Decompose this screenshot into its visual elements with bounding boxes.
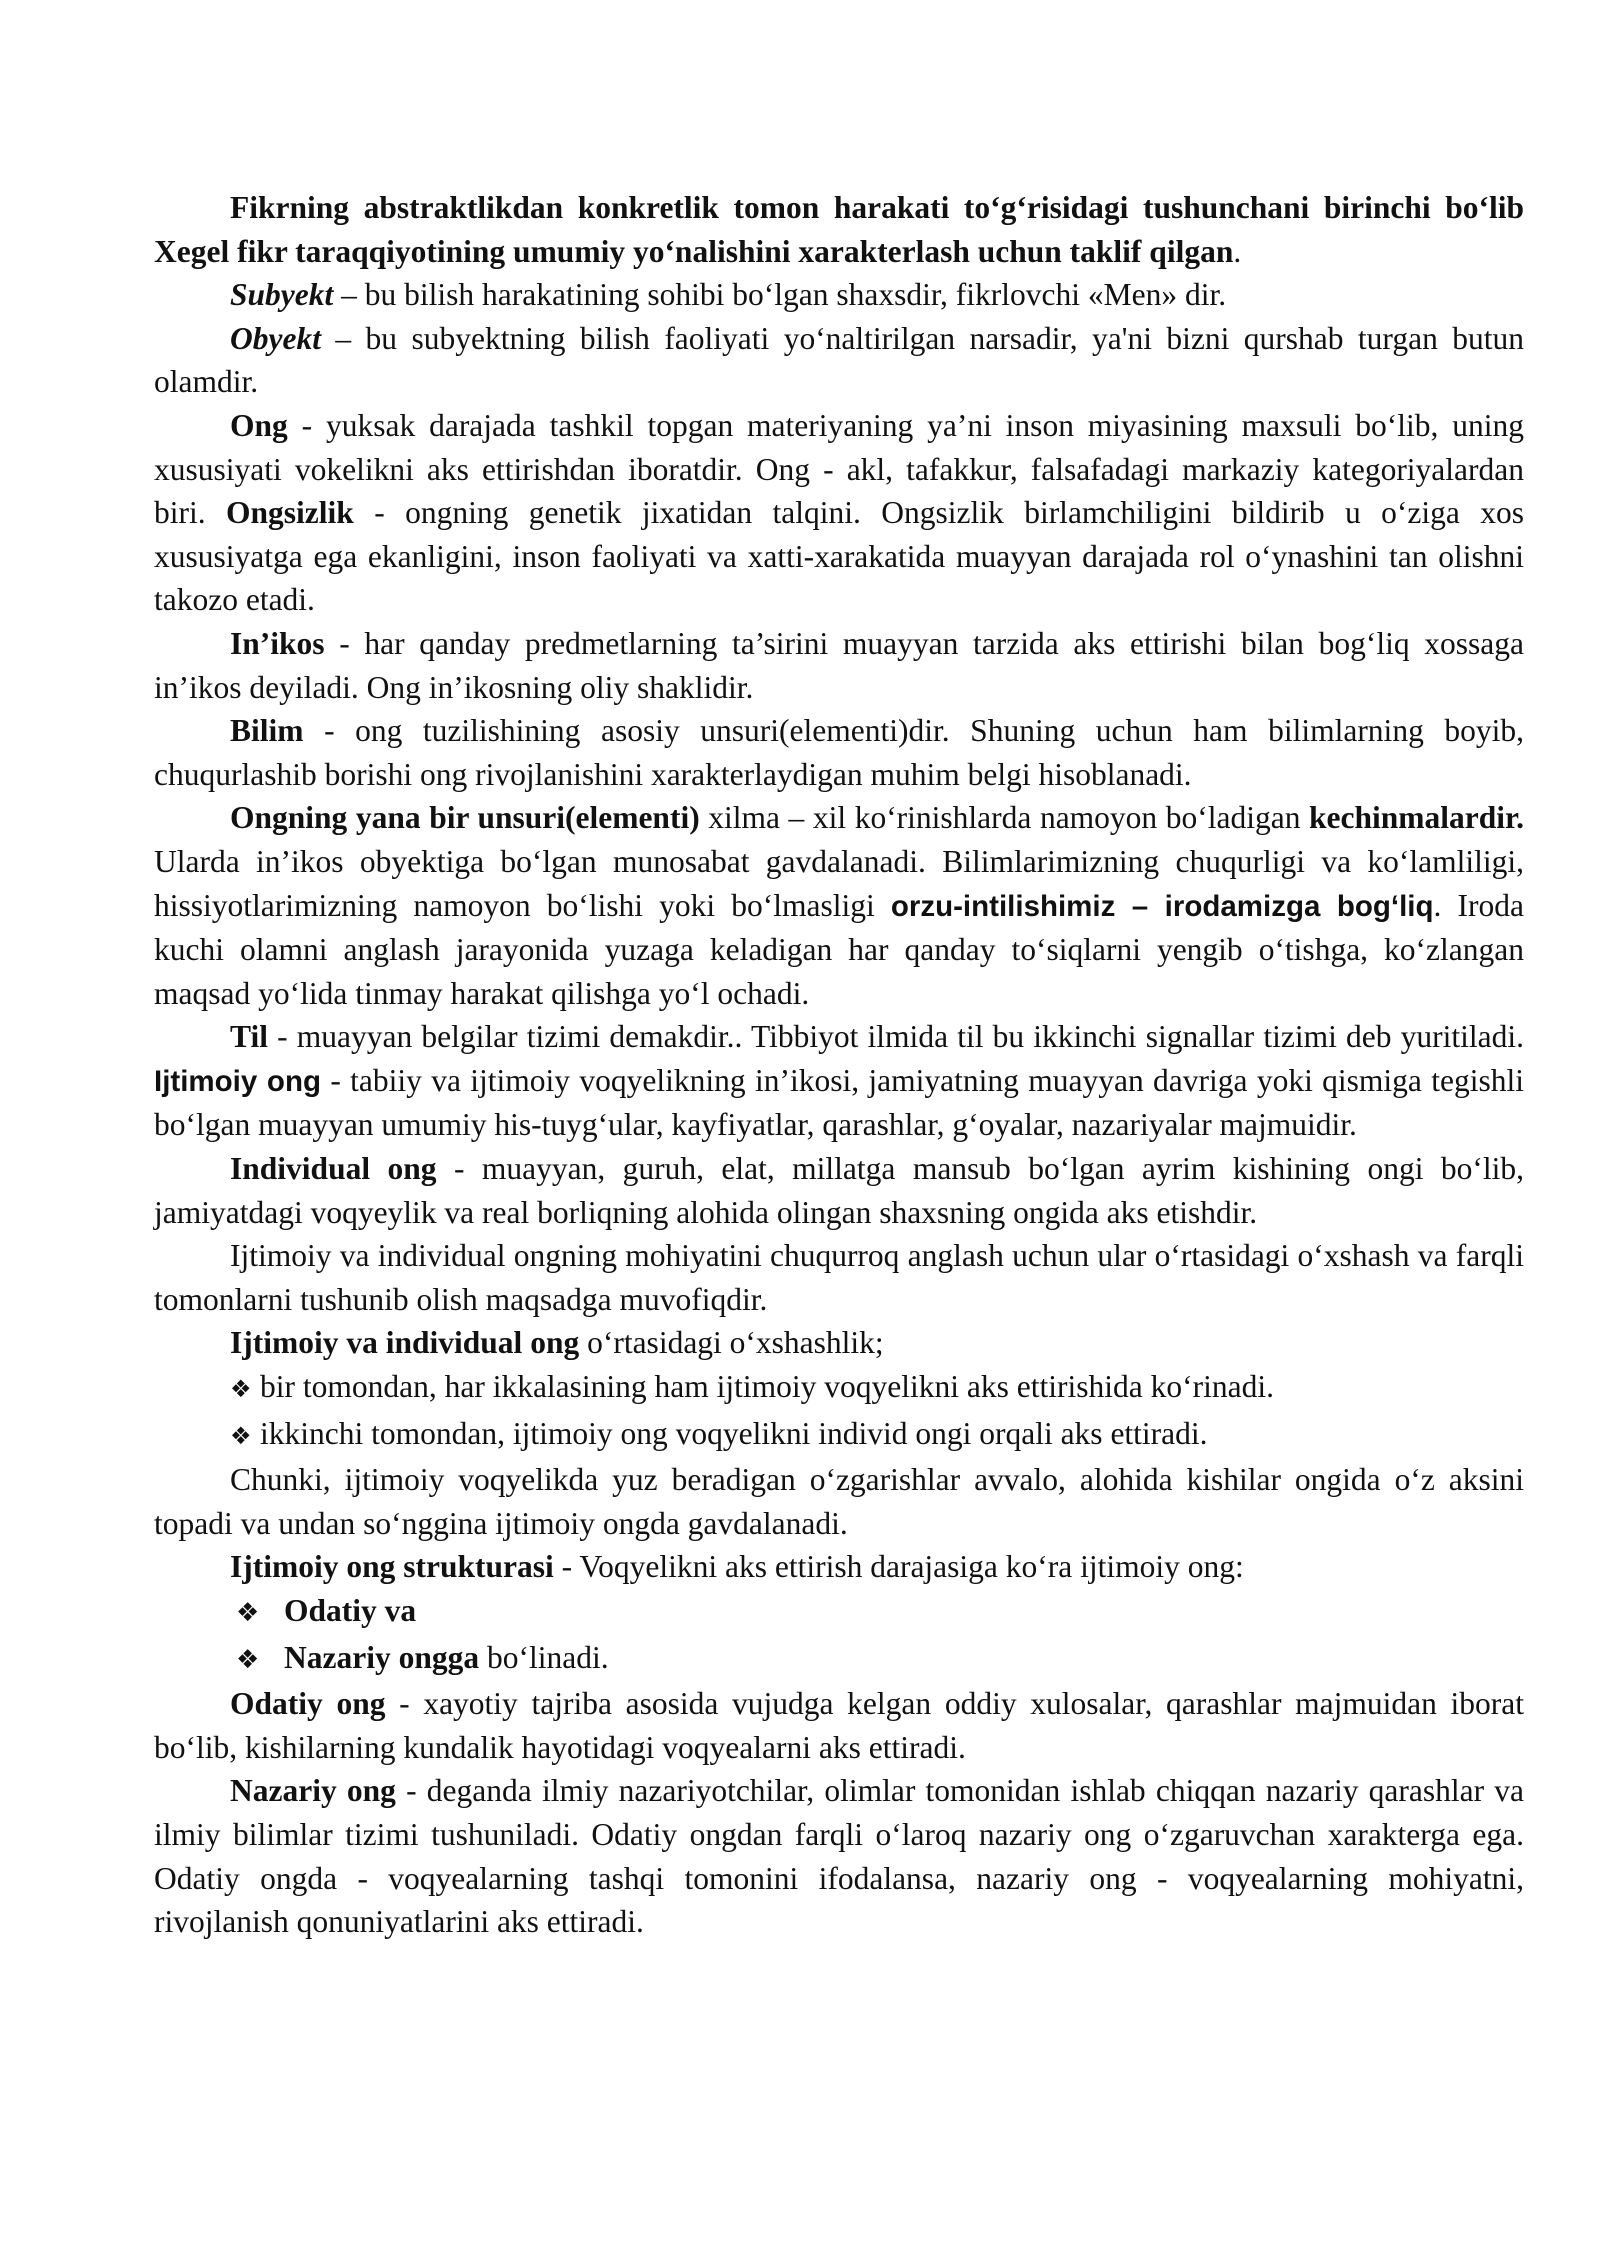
paragraph-struktura (154, 1545, 1524, 1589)
term-struktura: Ijtimoiy ong strukturasi (230, 1549, 554, 1585)
hegel-statement: Fikrning abstraktlikdan konkretlik tomon harakati to‘g‘risidagi tushunchani birinchi bo‘lib Xegel fikr taraqqiyotining umumiy yo‘nalishini xarakterlash uchun taklif qilgan (154, 190, 1524, 269)
definition-individual-ong: - muayyan, guruh, elat, millatga mansub bo‘lgan ayrim kishining ongi bo‘lib, jamiyatdagi voqyeylik va real borliqning alohida olingan shaxsning ongida aks etishdir. (154, 1151, 1524, 1230)
document-page (154, 186, 1524, 1944)
diamond-bullet-icon: ❖ (230, 1421, 252, 1450)
definition-ong: - yuksak darajada tashkil topgan materiyaning ya’ni inson miyasining maxsuli bo‘lib, uning xususiyati vokelikni aks ettirishdan iboratdir. Ong - akl, tafakkur, falsafadagi markaziy kategoriyalardan biri. (154, 407, 1524, 531)
list-item (154, 1589, 1524, 1636)
definition-obyekt: – bu subyektning bilish faoliyati yo‘naltirilgan narsadir, ya'ni bizni qurshab turgan butun olamdir. (154, 320, 1524, 400)
definition-bilim: - ong tuzilishining asosiy unsuri(elementi)dir. Shuning uchun ham bilimlarning boyib, chuqurlashib borishi ong rivojlanishini xarakterlaydigan muhim belgi hisoblanadi. (154, 713, 1524, 792)
text-mohiyat: Ijtimoiy va individual ongning mohiyatini chuqurroq anglash uchun ular o‘rtasidagi o‘xshash va farqli tomonlarni tushunib olish maqsadga muvofiqdir. (154, 1238, 1524, 1317)
definition-ongsizlik: - ongning genetik jixatidan talqini. Ongsizlik birlamchiligini bildirib u o‘ziga xos xususiyatga ega ekanligini, inson faoliyati va xatti-xarakatida muayyan darajada rol o‘ynashini tan olishni takozo etadi. (154, 495, 1524, 618)
text-unsur: xilma – xil ko‘rinishlarda namoyon bo‘ladigan (699, 800, 1310, 836)
paragraph-nazariy-ong (154, 1769, 1524, 1943)
bullet-term-4: Nazariy ongga (284, 1639, 480, 1675)
list-item (154, 1636, 1524, 1683)
definition-nazariy-ong: - deganda ilmiy nazariyotchilar, olimlar tomonidan ishlab chiqqan nazariy qarashlar va ilmiy bilimlar tizimi tushuniladi. Odatiy ongdan farqli o‘laroq nazariy ong o‘zgaruvchan xarakterga ega. Odatiy ongda - voqyealarning tashqi tomonini ifodalansa, nazariy ong - voqyealarning mohiyatni, rivojlanish qonuniyatlarini aks ettiradi. (154, 1773, 1525, 1940)
paragraph-hegel (154, 186, 1524, 273)
text-struktura: - Voqyelikni aks ettirish darajasiga ko‘ra ijtimoiy ong: (553, 1549, 1244, 1585)
list-item (154, 1412, 1524, 1459)
paragraph-obyekt (154, 317, 1524, 404)
term-ong: Ong (230, 407, 288, 443)
paragraph-ong (154, 404, 1524, 622)
term-unsur: Ongning yana bir unsuri(elementi) (230, 800, 700, 836)
definition-ijtimoiy-ong: - tabiiy va ijtimoiy voqyelikning in’ikosi, jamiyatning muayyan davriga yoki qismiga tegishli bo‘lgan muayyan umumiy his-tuyg‘ular, kayfiyatlar, qarashlar, g‘oyalar, nazariyalar majmuidir. (154, 1062, 1524, 1143)
paragraph-subyekt (154, 273, 1524, 317)
term-iroda: orzu-intilishimiz – irodamizga bog‘liq (890, 889, 1434, 923)
paragraph-bilim (154, 709, 1524, 796)
term-individual-ong: Individual ong (230, 1151, 437, 1187)
diamond-bullet-icon: ❖ (236, 1598, 260, 1628)
term-odatiy-ong: Odatiy ong (230, 1686, 386, 1722)
term-obyekt: Obyekt (230, 320, 321, 356)
paragraph-individual-ong (154, 1147, 1524, 1234)
definition-odatiy-ong: - xayotiy tajriba asosida vujudga kelgan oddiy xulosalar, qarashlar majmuidan iborat bo‘lib, kishilarning kundalik hayotidagi voqyealarni aks ettiradi. (154, 1686, 1524, 1765)
definition-til: - muayyan belgilar tizimi demakdir.. Tibbiyot ilmida til bu ikkinchi signallar tizimi deb yuritiladi. (267, 1019, 1524, 1055)
paragraph-inikos (154, 622, 1524, 709)
text-kechinmalar: Ularda in’ikos obyektiga bo‘lgan munosabat gavdalanadi. Bilimlarimizning chuqurligi va ko‘lamliligi, hissiyotlarimizning namoyon bo‘lishi yoki bo‘lmasligi (154, 843, 1524, 923)
term-inikos: In’ikos (230, 625, 325, 661)
text-iroda: . Iroda kuchi olamni anglash jarayonida yuzaga keladigan har qanday to‘siqlarni yengib o‘tishga, ko‘zlangan maqsad yo‘lida tinmay harakat qilishga yo‘l ochadi. (154, 887, 1524, 1011)
paragraph-mohiyat (154, 1234, 1524, 1321)
term-til: Til (230, 1019, 268, 1055)
term-subyekt: Subyekt (230, 277, 334, 313)
definition-inikos: - har qanday predmetlarning ta’sirini muayyan tarzida aks ettirishi bilan bog‘liq xossaga in’ikos deyiladi. Ong in’ikosning oliy shaklidir. (154, 625, 1524, 705)
bullet-text-1: bir tomondan, har ikkalasining ham ijtimoiy voqyelikni aks ettirishida ko‘rinadi. (260, 1369, 1274, 1405)
diamond-bullet-icon: ❖ (230, 1375, 252, 1404)
term-ijtimoiy-ong: Ijtimoiy ong (154, 1064, 321, 1098)
hegel-period: . (1233, 233, 1242, 269)
term-kechinmalar: kechinmalardir. (1309, 800, 1525, 836)
definition-subyekt: – bu bilish harakatining sohibi bo‘lgan shaxsdir, fikrlovchi «Men» dir. (333, 277, 1227, 313)
text-oxshashlik: o‘rtasidagi o‘xshashlik; (579, 1325, 884, 1361)
term-ijtimoiy-individual: Ijtimoiy va individual ong (230, 1325, 580, 1361)
paragraph-kechinmalar (154, 796, 1524, 1015)
bullet-text-4: bo‘linadi. (479, 1639, 609, 1675)
diamond-bullet-icon: ❖ (236, 1644, 260, 1675)
paragraph-til (154, 1015, 1524, 1147)
text-chunki: Chunki, ijtimoiy voqyelikda yuz beradigan o‘zgarishlar avvalo, alohida kishilar ongida o‘z aksini topadi va undan so‘nggina ijtimoiy ongda gavdalanadi. (154, 1462, 1524, 1541)
paragraph-odatiy-ong (154, 1682, 1524, 1769)
term-ongsizlik: Ongsizlik (226, 495, 354, 531)
term-nazariy-ong: Nazariy ong (230, 1773, 396, 1809)
paragraph-oxshashlik (154, 1321, 1524, 1365)
list-item (154, 1365, 1524, 1412)
term-bilim: Bilim (230, 713, 304, 749)
paragraph-chunki (154, 1458, 1524, 1545)
bullet-text-2: ikkinchi tomondan, ijtimoiy ong voqyelikni individ ongi orqali aks ettiradi. (260, 1415, 1208, 1451)
bullet-text-3: Odatiy va (284, 1593, 417, 1628)
